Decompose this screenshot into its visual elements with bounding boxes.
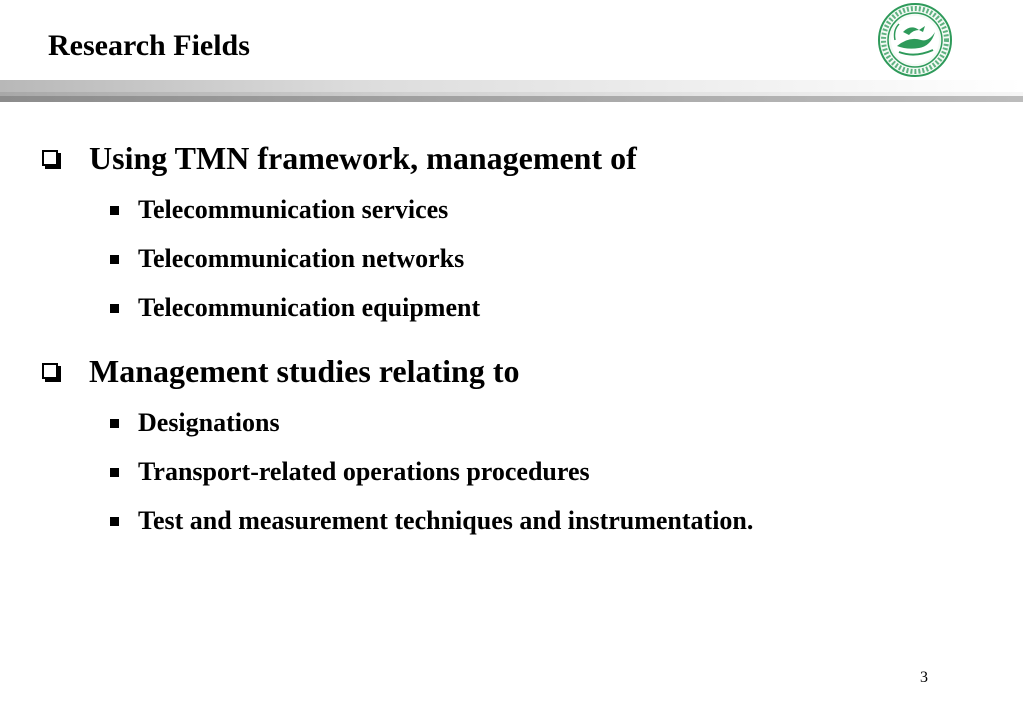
list-item: [110, 195, 448, 225]
square-bullet-icon: [110, 304, 119, 313]
square-bullet-icon: [110, 419, 119, 428]
section-heading-text: Management studies relating to: [89, 353, 520, 389]
list-item: [110, 408, 280, 438]
list-item-text: Transport-related operations procedures: [138, 457, 590, 486]
section-heading: [42, 138, 637, 178]
list-item: [110, 293, 480, 323]
section-heading-text: Using TMN framework, management of: [89, 140, 637, 176]
list-item-text: Telecommunication services: [138, 195, 449, 224]
list-item: [110, 244, 464, 274]
section-heading: [42, 351, 519, 391]
list-item: [110, 457, 590, 487]
list-item-text: Telecommunication equipment: [138, 293, 481, 322]
slide-title: Research Fields: [48, 29, 250, 62]
page-number: 3: [920, 669, 928, 686]
list-item-text: Test and measurement techniques and instrumentation.: [138, 506, 754, 535]
list-item: [110, 506, 753, 536]
square-bullet-icon: [110, 206, 119, 215]
square-bullet-icon: [110, 255, 119, 264]
list-item-text: Telecommunication networks: [138, 244, 465, 273]
checkbox-icon: [42, 150, 59, 167]
square-bullet-icon: [110, 517, 119, 526]
checkbox-icon: [42, 363, 59, 380]
square-bullet-icon: [110, 468, 119, 477]
list-item-text: Designations: [138, 408, 280, 437]
